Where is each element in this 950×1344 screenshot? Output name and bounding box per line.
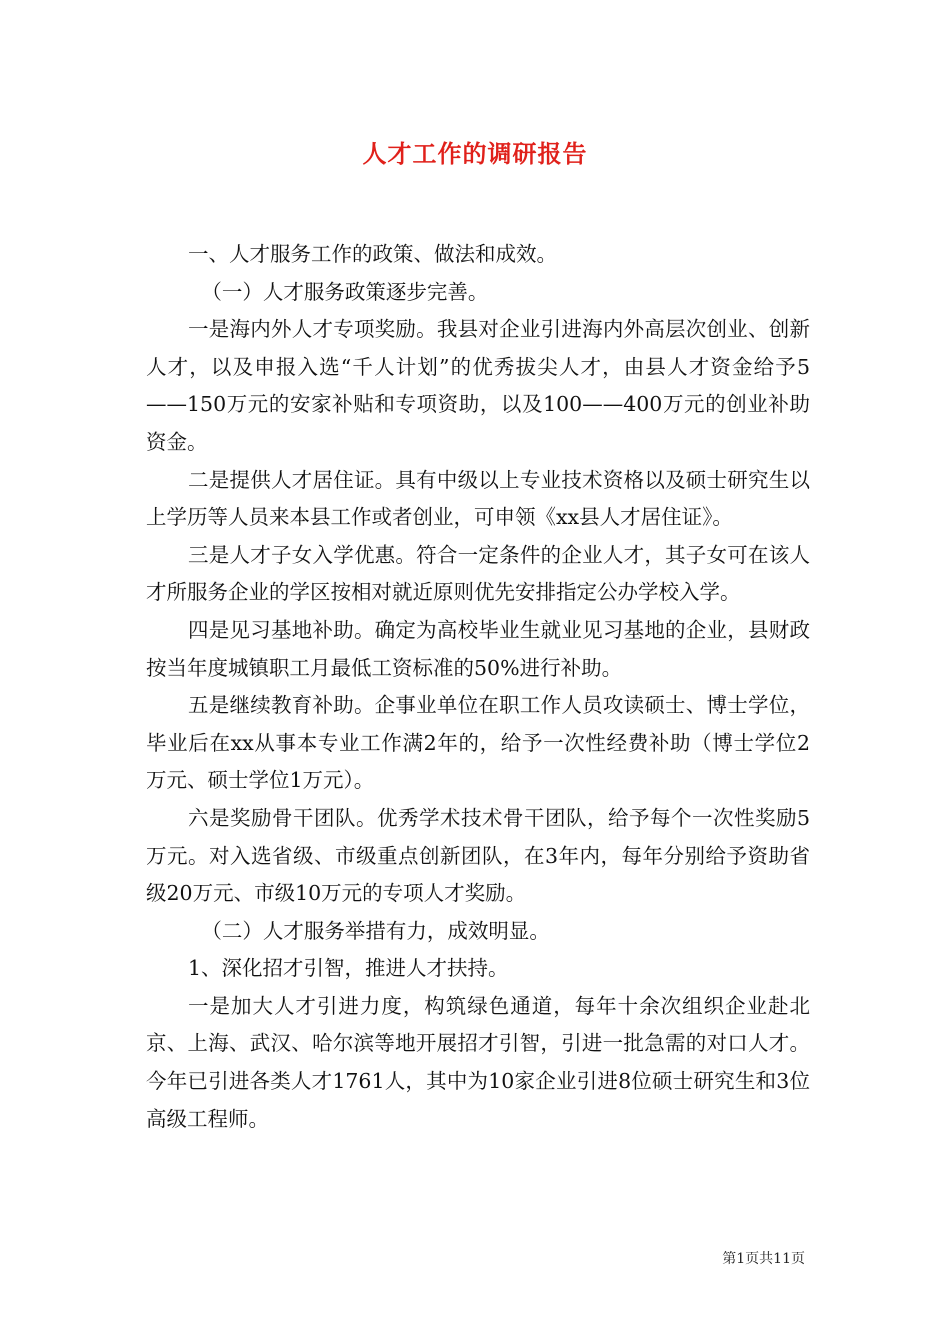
subsection-heading: （二）人才服务举措有力，成效明显。 [201, 918, 550, 943]
paragraph: 一是海内外人才专项奖励。我县对企业引进海内外高层次创业、创新人才，以及申报入选“千人计划”的优秀拔尖人才，由县人才资金给予5——150万元的安家补贴和专项资助，以及100——400万元的创业补助资金。 [146, 317, 810, 454]
paragraph: 一是加大人才引进力度，构筑绿色通道，每年十余次组织企业赴北京、上海、武汉、哈尔滨等地开展招才引智，引进一批急需的对口人才。今年已引进各类人才1761人，其中为10家企业引进8位硕士研究生和3位高级工程师。 [146, 993, 810, 1131]
paragraph: 五是继续教育补助。企事业单位在职工作人员攻读硕士、博士学位，毕业后在xx从事本专业工作满2年的，给予一次性经费补助（博士学位2万元、硕士学位1万元）。 [146, 693, 810, 793]
subsection-item: 1、深化招才引智，推进人才扶持。 [188, 956, 509, 981]
paragraph: 三是人才子女入学优惠。符合一定条件的企业人才，其子女可在该人才所服务企业的学区按相对就近原则优先安排指定公办学校入学。 [146, 542, 810, 605]
page-number: 第1页共11页 [722, 1251, 805, 1267]
document-body [146, 236, 810, 1138]
document-title: 人才工作的调研报告 [362, 139, 588, 168]
paragraph: 二是提供人才居住证。具有中级以上专业技术资格以及硕士研究生以上学历等人员来本县工作或者创业，可申领《xx县人才居住证》。 [146, 467, 810, 530]
paragraph: 四是见习基地补助。确定为高校毕业生就业见习基地的企业，县财政按当年度城镇职工月最低工资标准的50%进行补助。 [146, 617, 810, 680]
subsection-heading: （一）人才服务政策逐步完善。 [201, 279, 489, 304]
section-heading: 一、人才服务工作的政策、做法和成效。 [188, 242, 558, 266]
paragraph: 六是奖励骨干团队。优秀学术技术骨干团队，给予每个一次性奖励5万元。对入选省级、市级重点创新团队，在3年内，每年分别给予资助省级20万元、市级10万元的专项人才奖励。 [146, 805, 810, 906]
